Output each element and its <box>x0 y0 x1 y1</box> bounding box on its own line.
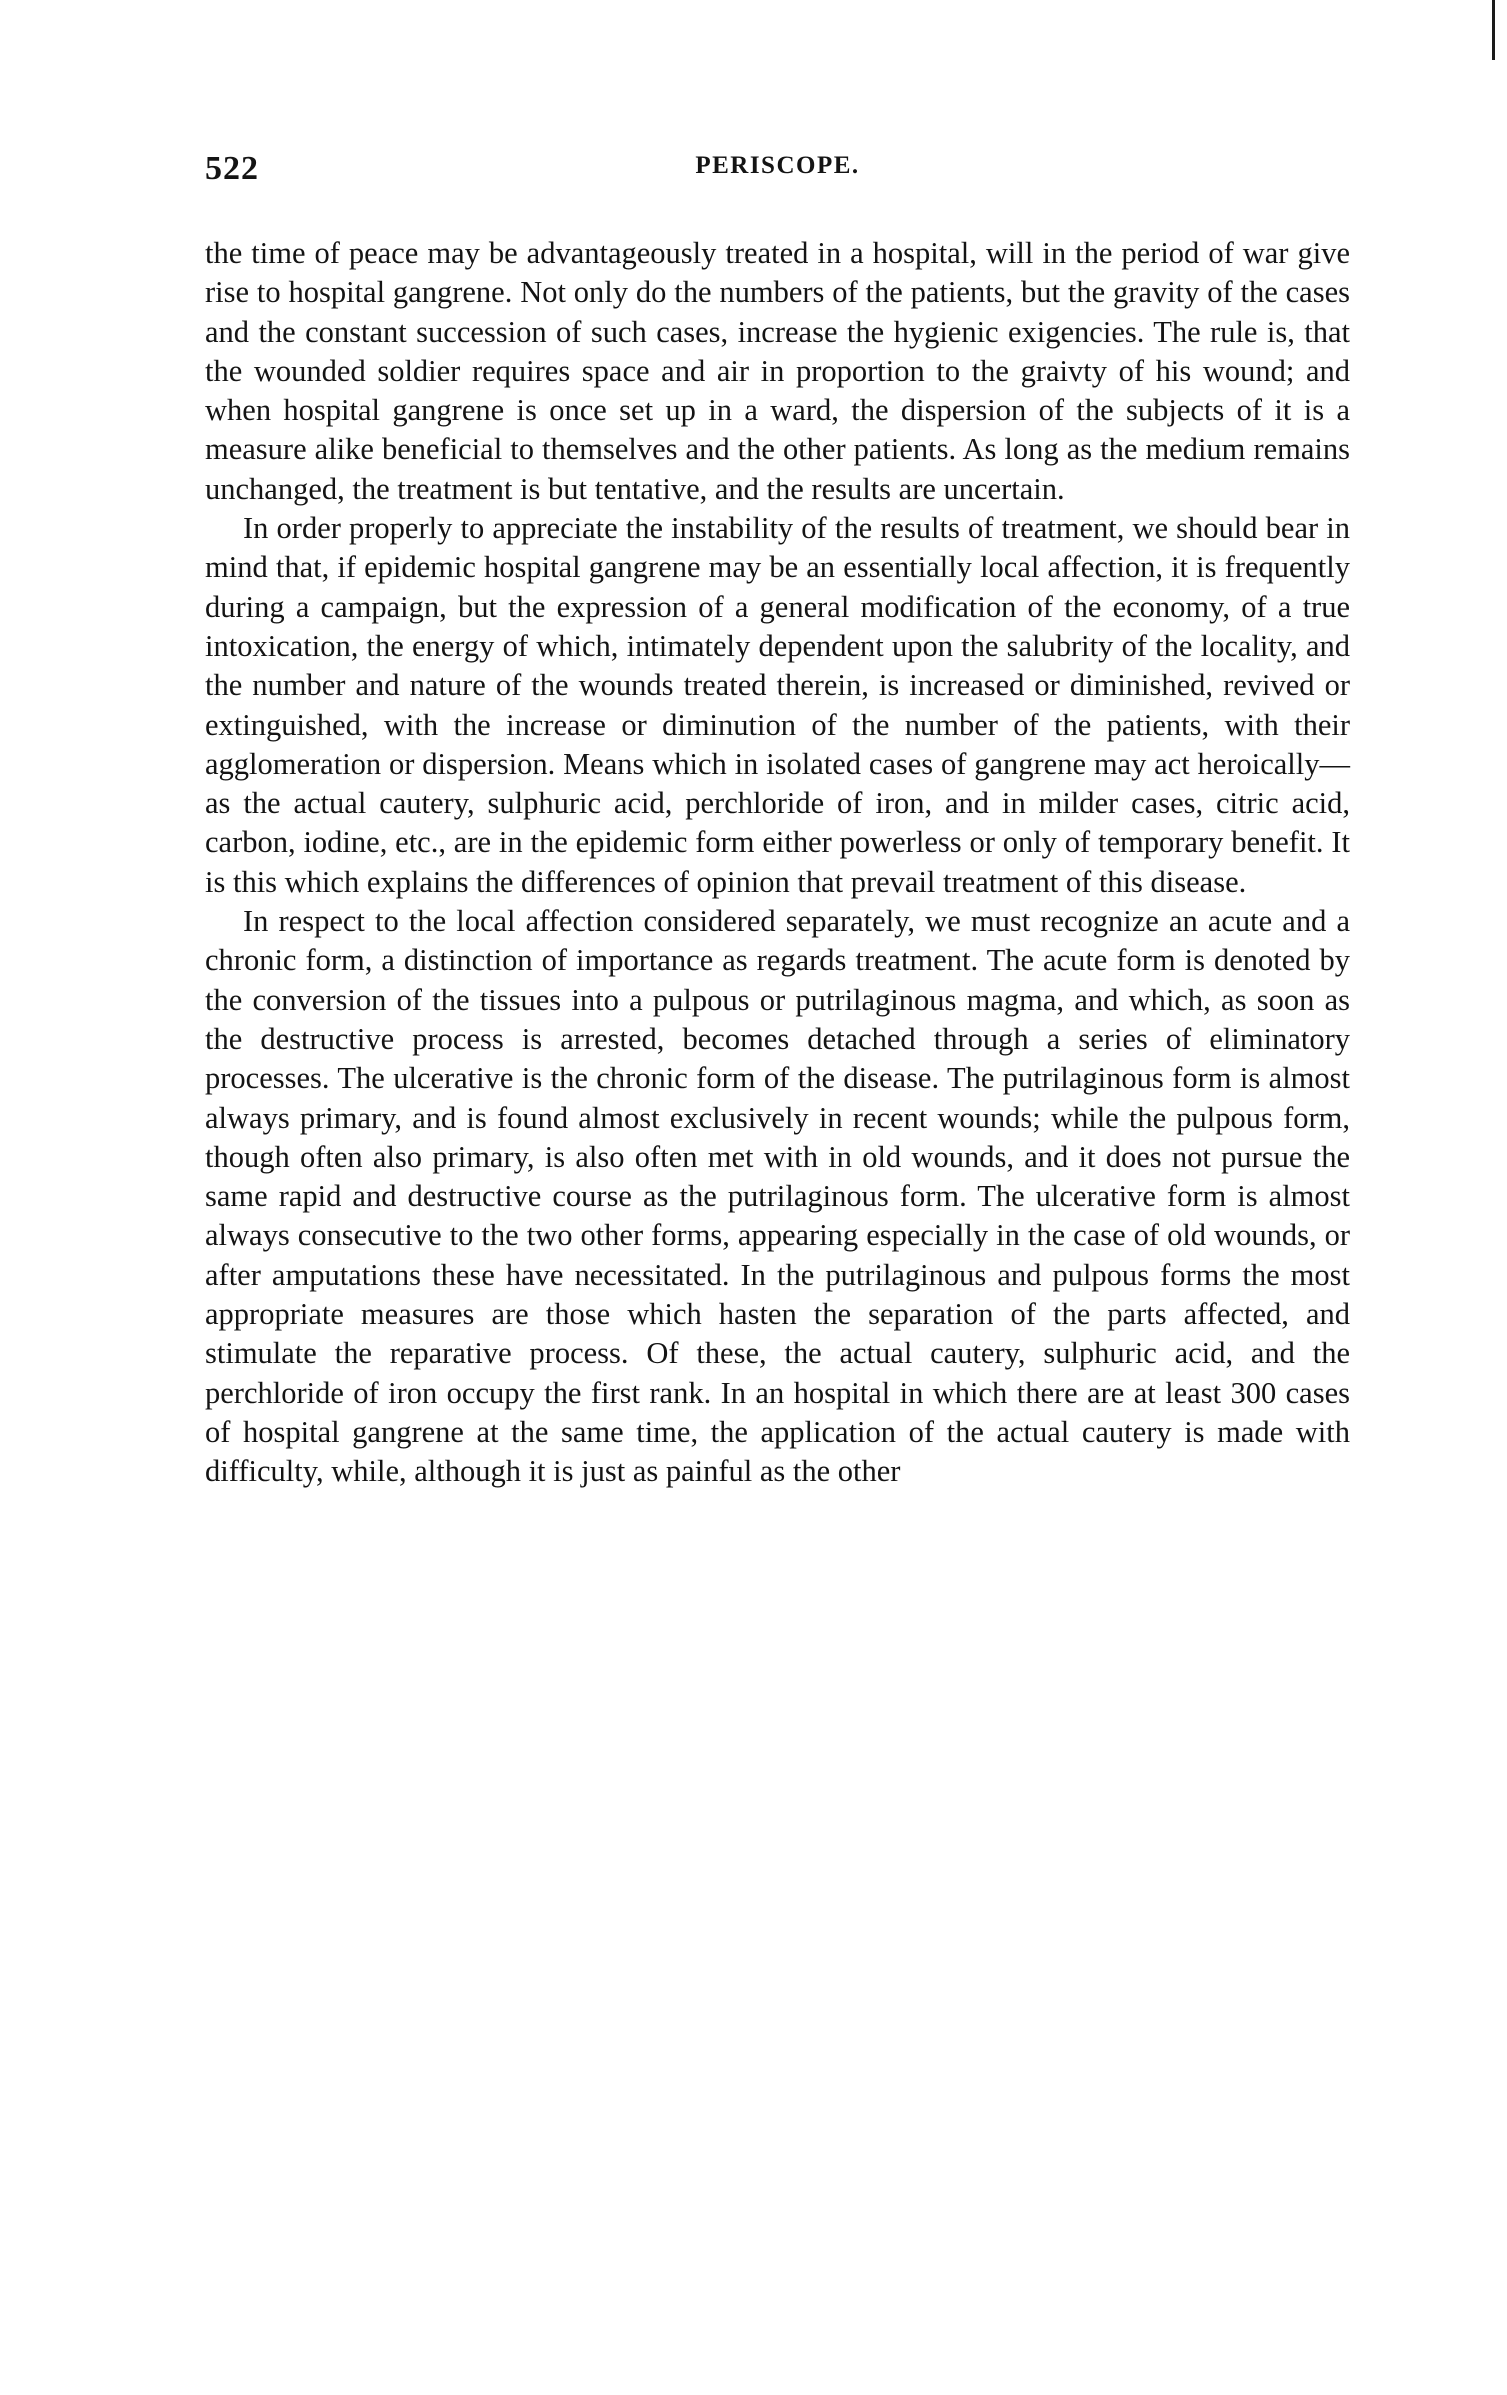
scan-edge-mark <box>1492 0 1495 60</box>
paragraph: In order properly to appreciate the instability of the results of treatment, we should bear in mind that, if epidemic hospital gangrene may be an essentially local affection, it is frequently during a campaign, but the expression of a general modification of the economy, of a true intoxication, the energy of which, intimately dependent upon the salubrity of the locality, and the number and nature of the wounds treated therein, is increased or diminished, revived or extinguished, with the increase or diminution of the number of the patients, with their agglomeration or dispersion. Means which in isolated cases of gangrene may act heroically—as the actual cautery, sulphuric acid, perchloride of iron, and in milder cases, citric acid, carbon, iodine, etc., are in the epidemic form either powerless or only of temporary benefit. It is this which explains the differences of opinion that prevail treatment of this disease. <box>205 511 1350 899</box>
body-text <box>205 234 1350 1492</box>
running-title: PERISCOPE. <box>695 152 860 179</box>
running-head <box>205 150 1350 194</box>
book-page <box>205 150 1350 1492</box>
paragraph-continued: the time of peace may be advantageously treated in a hospital, will in the period of war give rise to hospital gangrene. Not only do the numbers of the patients, but the gravity of the cases and the constant succession of such cases, increase the hygienic exigencies. The rule is, that the wounded soldier requires space and air in proportion to the graivty of his wound; and when hospital gangrene is once set up in a ward, the dispersion of the subjects of it is a measure alike beneficial to themselves and the other patients. As long as the medium remains unchanged, the treatment is but tentative, and the results are uncertain. <box>205 236 1350 506</box>
page-number: 522 <box>205 150 259 187</box>
paragraph: In respect to the local affection considered separately, we must recognize an acute and a chronic form, a distinction of importance as regards treatment. The acute form is denoted by the conversion of the tissues into a pulpous or putrilaginous magma, and which, as soon as the destructive process is arrested, becomes detached through a series of eliminatory processes. The ulcerative is the chronic form of the disease. The putrilaginous form is almost always primary, and is found almost exclusively in recent wounds; while the pulpous form, though often also primary, is also often met with in old wounds, and it does not pursue the same rapid and destructive course as the putrilaginous form. The ulcerative form is almost always consecutive to the two other forms, appearing especially in the case of old wounds, or after amputations these have necessitated. In the putrilaginous and pulpous forms the most appropriate measures are those which hasten the separation of the parts affected, and stimulate the reparative process. Of these, the actual cautery, sulphuric acid, and the perchloride of iron occupy the first rank. In an hospital in which there are at least 300 cases of hospital gangrene at the same time, the application of the actual cautery is made with difficulty, while, although it is just as painful as the other <box>205 904 1350 1489</box>
